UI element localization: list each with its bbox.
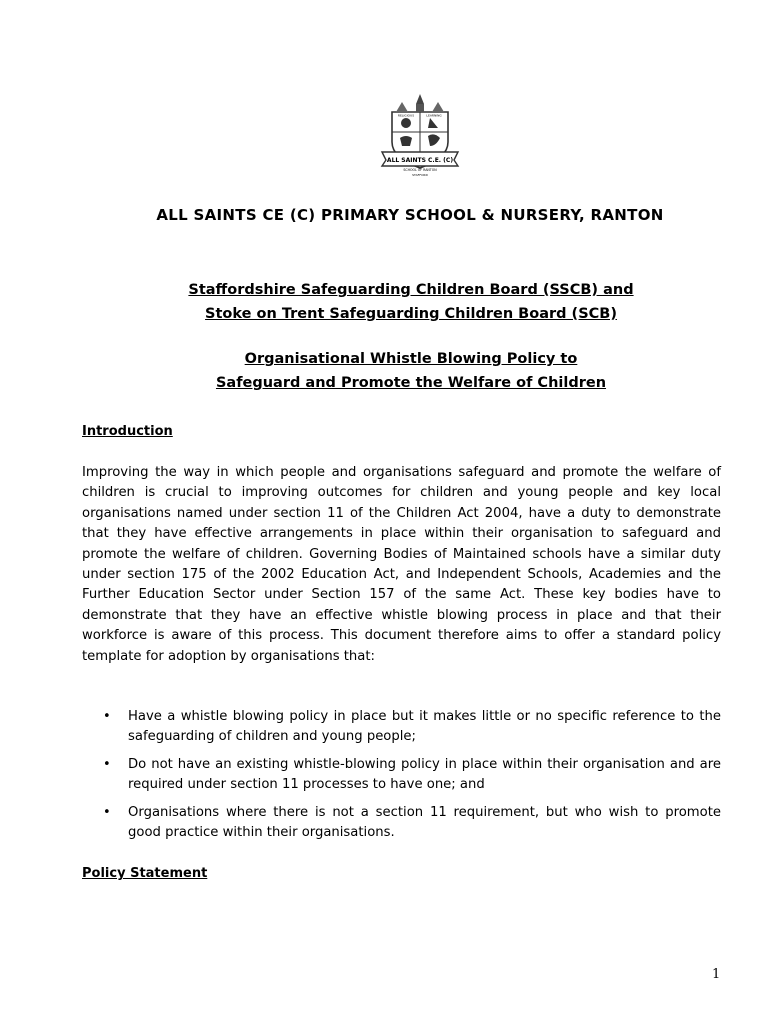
school-title: ALL SAINTS CE (C) PRIMARY SCHOOL & NURSERY, RANTON <box>156 206 664 224</box>
board-heading-line-2: Stoke on Trent Safeguarding Children Board (SCB) <box>205 306 617 322</box>
list-item-text: Do not have an existing whistle-blowing policy in place within their organisation and are required under section 11 processes to have one; and <box>128 756 721 793</box>
crest-subtitle-text: STAFFORD <box>412 173 428 177</box>
crest-text-left: RELIGIOUS <box>397 113 415 118</box>
list-item-text: Organisations where there is not a section 11 requirement, but who wish to promote good practice within their organisations. <box>128 804 721 841</box>
policy-title <box>82 347 740 395</box>
list-item <box>82 707 721 748</box>
crest-text-right: LEARNING <box>426 113 442 118</box>
crest-motto-text: SCHOOL OF RANTON <box>403 168 437 172</box>
policy-statement-heading: Policy Statement <box>82 866 208 881</box>
bullet-icon: • <box>103 804 111 820</box>
list-item <box>82 755 721 796</box>
board-heading-line-1: Staffordshire Safeguarding Children Board (SSCB) and <box>188 282 634 298</box>
page-number: 1 <box>712 967 721 982</box>
board-heading <box>82 278 740 326</box>
introduction-paragraph: Improving the way in which people and organisations safeguard and promote the welfare of children is crucial to improving outcomes for children and young people and key local organisations named under section 11 of the Children Act 2004, have a duty to demonstrate that they have effective arrangements in place within their organisation to safeguard and promote the welfare of children. Governing Bodies of Maintained schools have a similar duty under section 175 of the 2002 Education Act, and Independent Schools, Academies and the Further Education Sector under Section 157 of the same Act. These key bodies have to demonstrate that they have an effective whistle blowing process in place and that their workforce is aware of this process. This document therefore aims to offer a standard policy template for adoption by organisations that: <box>82 465 721 664</box>
school-crest-logo <box>378 92 462 178</box>
bullet-icon: • <box>103 709 111 724</box>
bullet-list <box>82 707 721 850</box>
policy-title-line-1: Organisational Whistle Blowing Policy to <box>244 351 578 367</box>
list-item-text: Have a whistle blowing policy in place but it makes little or no specific reference to the safeguarding of children and young people; <box>128 709 721 745</box>
bullet-icon: • <box>103 756 111 772</box>
crest-banner-text: ALL SAINTS C.E. (C) <box>386 157 454 164</box>
list-item <box>82 803 721 844</box>
policy-title-line-2: Safeguard and Promote the Welfare of Children <box>215 375 607 391</box>
introduction-heading: Introduction <box>82 424 173 439</box>
